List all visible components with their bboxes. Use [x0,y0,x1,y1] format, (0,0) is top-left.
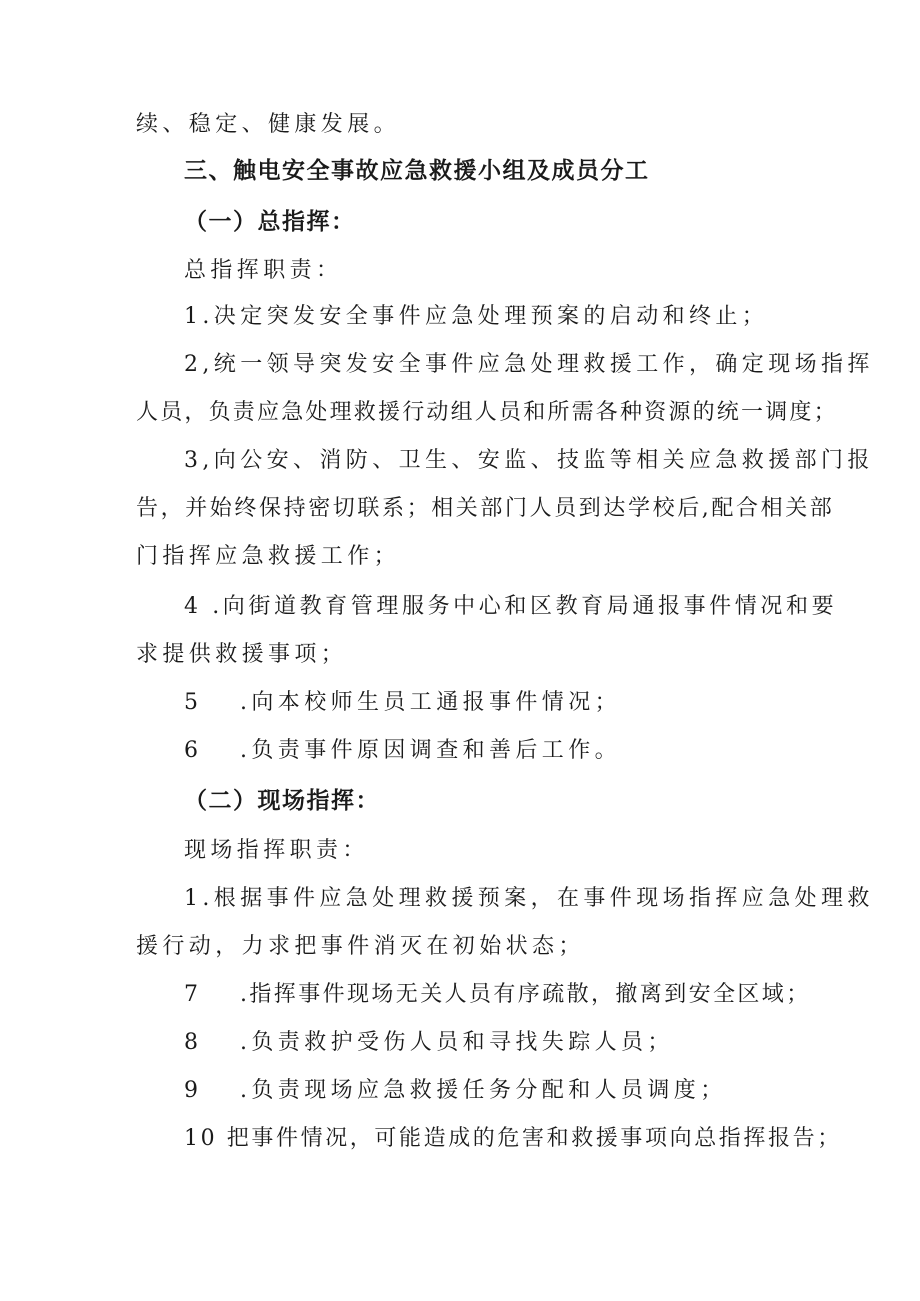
list-number: 9 [184,1078,198,1103]
subsection-heading: （一）总指挥： [184,209,356,235]
section-heading: 三、触电安全事故应急救援小组及成员分工 [184,158,650,184]
subsection-heading: （二）现场指挥： [184,788,380,814]
list-item [184,1076,727,1106]
paragraph-line: 求提供救援事项； [136,642,348,667]
list-text: .负责救护受伤人员和寻找失踪人员； [240,1030,674,1055]
list-item: 10 把事件情况，可能造成的危害和救援事项向总指挥报告； [184,1126,842,1151]
paragraph-line: 援行动，力求把事件消灭在初始状态； [136,934,585,959]
paragraph-line: 门指挥应急救援工作； [136,544,401,569]
list-text: .向本校师生员工通报事件情况； [240,690,621,715]
paragraph-line: 续、稳定、健康发展。 [136,112,401,137]
list-item [184,980,811,1010]
list-item: 4 .向街道教育管理服务中心和区教育局通报事件情况和要 [184,594,838,619]
paragraph-line: 总指挥职责： [184,258,343,283]
paragraph-line: 现场指挥职责： [184,838,369,863]
paragraph-line: 人员，负责应急处理救援行动组人员和所需各种资源的统一调度； [136,400,838,425]
list-text: .指挥事件现场无关人员有序疏散，撤离到安全区域； [240,982,811,1007]
paragraph-line: 告，并始终保持密切联系；相关部门人员到达学校后,配合相关部 [136,496,835,521]
list-number: 6 [184,738,198,763]
list-item [184,736,621,766]
list-number: 5 [184,690,198,715]
list-item [184,1028,674,1058]
list-item: 1.根据事件应急处理救援预案，在事件现场指挥应急处理救 [184,886,874,911]
list-item: 3,向公安、消防、卫生、安监、技监等相关应急救援部门报 [184,448,874,473]
list-item: 1.决定突发安全事件应急处理预案的启动和终止； [184,304,769,329]
list-number: 8 [184,1030,198,1055]
list-item [184,688,621,718]
list-number: 7 [184,982,198,1007]
list-text: .负责现场应急救援任务分配和人员调度； [240,1078,727,1103]
list-item: 2,统一领导突发安全事件应急处理救援工作，确定现场指挥 [184,352,874,377]
list-text: .负责事件原因调查和善后工作。 [240,738,621,763]
